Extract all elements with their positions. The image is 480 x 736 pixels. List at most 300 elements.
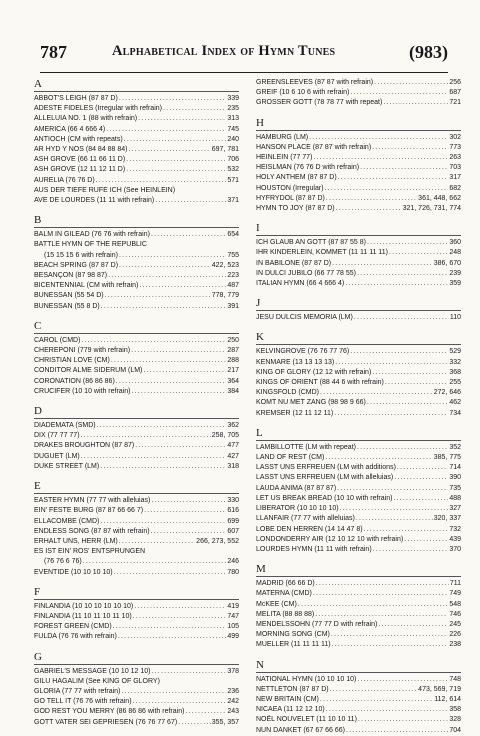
tune-name: KINGSFOLD (CMD) xyxy=(256,389,319,397)
dot-leader xyxy=(393,494,448,504)
dot-leader xyxy=(113,622,227,632)
dot-leader xyxy=(374,78,448,88)
hymn-numbers: 235 xyxy=(227,105,239,113)
index-entry xyxy=(34,421,239,431)
index-entry xyxy=(256,133,461,143)
index-entry xyxy=(34,377,239,387)
index-entry xyxy=(256,504,461,514)
tune-name: LASST UNS ERFREUEN (LM with additions) xyxy=(256,464,396,472)
tune-name: ALLELUIA NO. 1 (88 with refrain) xyxy=(34,115,138,123)
index-entry xyxy=(256,204,461,214)
dot-leader xyxy=(326,705,449,715)
index-entry xyxy=(34,557,239,567)
index-entry xyxy=(256,494,461,504)
index-entry xyxy=(256,589,461,599)
index-entry xyxy=(34,135,239,145)
tune-name: AUS DER TIEFE RUFE ICH (See HEINLEIN) xyxy=(34,186,176,194)
hymn-numbers: 226 xyxy=(449,631,461,639)
dot-leader xyxy=(106,125,226,135)
hymn-numbers: 250 xyxy=(227,336,239,344)
index-entry xyxy=(256,388,461,398)
dot-leader xyxy=(105,291,211,301)
dot-leader xyxy=(357,675,448,685)
index-entry xyxy=(256,463,461,473)
index-entry xyxy=(34,145,239,155)
dot-leader xyxy=(316,579,449,589)
dot-leader xyxy=(358,715,448,725)
tune-name: LONDONDERRY AIR (12 10 12 10 with refrain) xyxy=(256,535,404,543)
tune-name: ELLACOMBE (CMD) xyxy=(34,517,100,525)
index-entry xyxy=(256,78,461,88)
hymn-numbers: 473, 569, 719 xyxy=(418,685,461,693)
dot-leader xyxy=(330,685,418,695)
dot-leader xyxy=(81,336,226,346)
tune-name: IN DULCI JUBILO (66 77 78 55) xyxy=(256,269,356,277)
tune-name: BUNESSAN (55 54 D) xyxy=(34,292,104,300)
hymn-numbers: 706 xyxy=(227,156,239,164)
dot-leader xyxy=(346,726,448,736)
hymn-numbers: 427 xyxy=(227,452,239,460)
index-entry xyxy=(34,281,239,291)
section-letter: E xyxy=(34,480,41,493)
index-entry xyxy=(34,302,239,312)
dot-leader xyxy=(332,259,433,269)
tune-name: KELVINGROVE (76 76 77 76) xyxy=(256,348,350,356)
tune-name: HYMN TO JOY (87 87 D) xyxy=(256,205,335,213)
section-divider xyxy=(34,91,239,92)
tune-name: IN BABILONE (87 87 D) xyxy=(256,259,332,267)
tune-name: GO TELL IT (76 76 with refrain) xyxy=(34,698,132,706)
index-entry xyxy=(256,705,461,715)
index-entry xyxy=(256,378,461,388)
tune-name: ICH GLAUB AN GOTT (87 87 55 8) xyxy=(256,239,366,247)
hymn-numbers: 339 xyxy=(227,95,239,102)
hymn-numbers: 773 xyxy=(449,143,461,151)
hymn-numbers: 734 xyxy=(449,409,461,417)
index-entry xyxy=(34,697,239,707)
tune-name: HAMBURG (LM) xyxy=(256,133,309,141)
hymn-numbers: 236 xyxy=(227,687,239,695)
dot-leader xyxy=(397,463,448,473)
hymn-numbers: 749 xyxy=(449,590,461,598)
index-entry xyxy=(34,114,239,124)
hymn-numbers: 682 xyxy=(449,184,461,192)
tune-name: LAMBILLOTTE (LM with repeat) xyxy=(256,443,356,451)
index-entry xyxy=(34,271,239,281)
tune-name: (76 76 6 76) xyxy=(44,558,82,566)
dot-leader xyxy=(151,496,226,506)
index-entry xyxy=(256,600,461,610)
hymn-numbers: 439 xyxy=(449,535,461,543)
index-entry xyxy=(256,514,461,524)
dot-leader xyxy=(138,114,226,124)
tune-name: ASH GROVE (12 11 12 11 D) xyxy=(34,166,126,174)
dot-leader xyxy=(325,453,432,463)
dot-leader xyxy=(364,525,449,535)
hymn-numbers: 263 xyxy=(449,154,461,162)
index-entry xyxy=(256,640,461,650)
index-entry xyxy=(34,441,239,451)
index-entry xyxy=(34,568,239,578)
hymn-numbers: 462 xyxy=(449,399,461,407)
dot-leader xyxy=(315,610,448,620)
dot-leader xyxy=(309,133,448,143)
tune-name: HOUSTON (Irregular) xyxy=(256,184,324,192)
tune-name: CORONATION (86 86 86) xyxy=(34,377,115,385)
section-divider xyxy=(256,310,461,311)
tune-name: (15 15 15 6 with refrain) xyxy=(44,251,118,259)
dot-leader xyxy=(83,557,227,567)
index-entry xyxy=(34,496,239,506)
dot-leader xyxy=(151,527,227,537)
section-divider xyxy=(34,227,239,228)
dot-leader xyxy=(340,504,449,514)
dot-leader xyxy=(313,589,448,599)
dot-leader xyxy=(334,409,448,419)
section-letter: J xyxy=(256,297,261,310)
dot-leader xyxy=(111,356,226,366)
tune-name: NETTLETON (87 87 D) xyxy=(256,685,329,693)
index-entry xyxy=(256,143,461,153)
tune-name: DIX (77 77 77) xyxy=(34,432,80,440)
tune-name: HANSON PLACE (87 87 with refrain) xyxy=(256,143,372,151)
hymn-numbers: 488 xyxy=(449,494,461,502)
hymn-numbers: 778, 779 xyxy=(211,292,239,300)
tune-name: AR HYD Y NOS (84 84 88 84) xyxy=(34,146,128,154)
hymn-numbers: 390 xyxy=(449,474,461,482)
index-entry xyxy=(256,259,461,269)
index-entry xyxy=(256,194,461,204)
index-entry xyxy=(256,269,461,279)
section-letter: M xyxy=(256,563,266,576)
dot-leader xyxy=(144,506,226,516)
index-entry xyxy=(256,173,461,183)
dot-leader xyxy=(357,443,448,453)
dot-leader xyxy=(119,94,227,104)
section-divider xyxy=(256,235,461,236)
index-entry xyxy=(256,347,461,357)
dot-leader xyxy=(338,173,449,183)
index-entry xyxy=(34,94,239,104)
dot-leader xyxy=(298,600,448,610)
hymn-numbers: 317 xyxy=(449,174,461,182)
index-entry xyxy=(256,279,461,289)
index-entry xyxy=(34,387,239,397)
hymn-numbers: 384 xyxy=(227,387,239,395)
hymn-numbers: 239 xyxy=(449,269,461,277)
tune-name: MADRID (66 66 D) xyxy=(256,580,315,588)
tune-name: BEACH SPRING (87 87 D) xyxy=(34,261,119,269)
tune-name: BESANÇON (87 98 87) xyxy=(34,272,108,280)
dot-leader xyxy=(81,452,227,462)
tune-name: BUNESSAN (55 8 D) xyxy=(34,302,100,310)
hymn-numbers: 242 xyxy=(227,698,239,706)
dot-leader xyxy=(100,517,226,527)
hymn-numbers: 240 xyxy=(227,135,239,143)
hymn-numbers: 422, 523 xyxy=(211,261,239,269)
tune-name: McKEE (CM) xyxy=(256,600,297,608)
index-entry xyxy=(256,358,461,368)
tune-name: EVENTIDE (10 10 10 10) xyxy=(34,568,113,576)
index-entry xyxy=(256,313,461,323)
tune-name: ANTIOCH (CM with repeats) xyxy=(34,135,123,143)
index-entry xyxy=(34,125,239,135)
section-divider xyxy=(256,344,461,345)
tune-name: AURELIA (76 76 D) xyxy=(34,176,95,184)
index-entry xyxy=(256,443,461,453)
index-entry xyxy=(256,409,461,419)
hymn-numbers: 266, 273, 552 xyxy=(196,537,239,545)
hymn-numbers: 745 xyxy=(227,125,239,133)
tune-name: ABBOT'S LEIGH (87 87 D) xyxy=(34,95,118,102)
tune-name: CHRISTIAN LOVE (CM) xyxy=(34,357,110,365)
index-entry xyxy=(34,622,239,632)
tune-name: KOMT NU MET ZANG (98 98 9 66) xyxy=(256,399,366,407)
dot-leader xyxy=(354,313,449,323)
dot-leader xyxy=(389,248,448,258)
section-letter: A xyxy=(34,78,42,90)
tune-name: GILU HAGALIM (See KING OF GLORY) xyxy=(34,677,160,685)
index-entry xyxy=(34,356,239,366)
tune-name: GOD REST YOU MERRY (86 86 86 with refrain) xyxy=(34,708,185,716)
hymn-numbers: 419 xyxy=(227,602,239,610)
tune-name: MUELLER (11 11 11 11) xyxy=(256,641,331,649)
hymn-numbers: 780 xyxy=(227,568,239,576)
hymn-numbers: 654 xyxy=(227,231,239,239)
dot-leader xyxy=(325,184,449,194)
hymn-numbers: 223 xyxy=(227,272,239,280)
section-letter: K xyxy=(256,331,264,344)
hymn-numbers: 112, 614 xyxy=(434,695,461,703)
hymn-numbers: 607 xyxy=(227,527,239,535)
dot-leader xyxy=(350,88,448,98)
dot-leader xyxy=(151,230,226,240)
dot-leader xyxy=(118,632,226,642)
tune-name: LLANFAIR (77 77 with alleluias) xyxy=(256,515,355,523)
dot-leader xyxy=(133,697,227,707)
hymn-numbers: 217 xyxy=(227,367,239,375)
tune-name: NUN DANKET (67 67 66 66) xyxy=(256,726,345,734)
hymn-numbers: 616 xyxy=(227,507,239,515)
index-entry xyxy=(34,527,239,537)
index-entry xyxy=(34,547,239,557)
index-entry xyxy=(34,632,239,642)
dot-leader xyxy=(119,251,226,261)
hymn-numbers: 487 xyxy=(227,282,239,290)
dot-leader xyxy=(108,271,226,281)
hymn-numbers: 371 xyxy=(227,197,239,205)
section-divider xyxy=(256,440,461,441)
dot-leader xyxy=(101,302,227,312)
dot-leader xyxy=(320,695,433,705)
dot-leader xyxy=(313,153,448,163)
dot-leader xyxy=(372,368,448,378)
tune-name: MENDELSSOHN (77 77 D with refrain) xyxy=(256,620,378,628)
hymn-numbers: 711 xyxy=(449,580,461,588)
index-entry xyxy=(34,346,239,356)
index-entry xyxy=(34,677,239,687)
index-entry xyxy=(256,368,461,378)
dot-leader xyxy=(356,514,433,524)
tune-name: AVE DE LOURDES (11 11 with refrain) xyxy=(34,197,155,205)
hymn-number: (983) xyxy=(409,42,448,62)
index-column-left xyxy=(34,78,239,728)
tune-name: HYFRYDOL (87 87 D) xyxy=(256,194,325,202)
dot-leader xyxy=(378,620,448,630)
dot-leader xyxy=(320,388,433,398)
index-entry xyxy=(256,630,461,640)
index-entry xyxy=(34,230,239,240)
dot-leader xyxy=(331,630,448,640)
tune-name: GOTT VATER SEI GEPRIESEN (76 76 77 67) xyxy=(34,718,178,726)
dot-leader xyxy=(143,366,226,376)
hymn-numbers: 248 xyxy=(449,249,461,257)
hymn-numbers: 529 xyxy=(449,348,461,356)
section-divider xyxy=(256,672,461,673)
page-number: 787 xyxy=(40,42,67,62)
dot-leader xyxy=(336,204,402,214)
hymn-numbers: 358 xyxy=(449,706,461,714)
tune-name: AMERICA (66 4 666 4) xyxy=(34,125,106,133)
index-entry xyxy=(34,251,239,261)
index-entry xyxy=(34,718,239,728)
page-title: Alphabetical Index of Hymn Tunes xyxy=(112,43,336,59)
tune-name: NEW BRITAIN (CM) xyxy=(256,695,319,703)
hymn-numbers: 391 xyxy=(227,302,239,310)
dot-leader xyxy=(372,143,448,153)
tune-name: MORNING SONG (CM) xyxy=(256,631,330,639)
tune-name: DIADEMATA (SMD) xyxy=(34,422,96,430)
section-letter: B xyxy=(34,214,42,227)
hymn-numbers: 355, 357 xyxy=(211,718,239,726)
tune-name: BALM IN GILEAD (76 76 with refrain) xyxy=(34,231,150,239)
section-letter: C xyxy=(34,319,42,332)
tune-name: LIBERATOR (10 10 10 10) xyxy=(256,505,339,513)
section-letter: L xyxy=(256,426,263,439)
tune-name: HEISLMAN (76 76 D with refrain) xyxy=(256,164,360,172)
dot-leader xyxy=(97,421,227,431)
index-column-right xyxy=(256,78,461,736)
tune-name: DUKE STREET (LM) xyxy=(34,462,100,470)
hymn-numbers: 721 xyxy=(449,99,461,107)
tune-name: GREENSLEEVES (87 87 with refrain) xyxy=(256,79,374,86)
index-entry xyxy=(34,612,239,622)
hymn-numbers: 320, 337 xyxy=(433,515,461,523)
tune-name: KING OF GLORY (12 12 with refrain) xyxy=(256,368,372,376)
hymn-numbers: 732 xyxy=(449,525,461,533)
index-entry xyxy=(256,535,461,545)
index-entry xyxy=(34,667,239,677)
dot-leader xyxy=(152,667,227,677)
section-divider xyxy=(34,333,239,334)
dot-leader xyxy=(335,358,448,368)
tune-name: BATTLE HYMN OF THE REPUBLIC xyxy=(34,241,147,249)
index-entry xyxy=(34,517,239,527)
dot-leader xyxy=(133,612,227,622)
index-entry xyxy=(256,473,461,483)
section-letter: H xyxy=(256,116,264,129)
index-entry xyxy=(34,155,239,165)
dot-leader xyxy=(135,441,226,451)
hymn-numbers: 332 xyxy=(449,358,461,366)
dot-leader xyxy=(121,687,226,697)
tune-name: LAUDA ANIMA (87 87 87) xyxy=(256,484,337,492)
tune-name: FINLANDIA (10 10 10 10 10 10) xyxy=(34,602,134,610)
hymn-numbers: 287 xyxy=(227,347,239,355)
dot-leader xyxy=(131,387,226,397)
dot-leader xyxy=(373,545,449,555)
index-entry xyxy=(34,687,239,697)
index-entry xyxy=(256,98,461,108)
dot-leader xyxy=(357,269,448,279)
page-header xyxy=(40,40,448,73)
dot-leader xyxy=(178,718,211,728)
hymn-numbers: 687 xyxy=(449,89,461,97)
index-entry xyxy=(34,261,239,271)
hymn-numbers: 318 xyxy=(227,462,239,470)
dot-leader xyxy=(185,707,226,717)
dot-leader xyxy=(119,537,195,547)
index-entry xyxy=(256,398,461,408)
hymn-numbers: 243 xyxy=(227,708,239,716)
dot-leader xyxy=(337,484,448,494)
tune-name: NATIONAL HYMN (10 10 10 10) xyxy=(256,675,357,683)
index-entry xyxy=(256,715,461,725)
index-entry xyxy=(34,537,239,547)
index-entry xyxy=(34,462,239,472)
dot-leader xyxy=(383,98,448,108)
tune-name: CONDITOR ALME SIDERUM (LM) xyxy=(34,367,143,375)
tune-name: DUGUET (LM) xyxy=(34,452,80,460)
hymn-numbers: 246 xyxy=(227,558,239,566)
dot-leader xyxy=(332,640,449,650)
tune-name: MATERNA (CMD) xyxy=(256,590,312,598)
dot-leader xyxy=(116,377,227,387)
index-entry xyxy=(256,610,461,620)
tune-name: JESU DULCIS MEMORIA (LM) xyxy=(256,314,353,322)
index-entry xyxy=(256,525,461,535)
tune-name: KREMSER (12 11 12 11) xyxy=(256,409,334,417)
hymn-numbers: 571 xyxy=(227,176,239,184)
tune-name: KINGS OF ORIENT (88 44 6 with refrain) xyxy=(256,379,384,387)
hymn-numbers: 258, 705 xyxy=(211,432,239,440)
index-entry xyxy=(256,453,461,463)
index-entry xyxy=(256,726,461,736)
index-entry xyxy=(256,184,461,194)
section-letter: G xyxy=(34,650,42,663)
index-entry xyxy=(34,707,239,717)
hymn-numbers: 327 xyxy=(449,505,461,513)
hymn-numbers: 255 xyxy=(449,379,461,387)
dot-leader xyxy=(129,145,211,155)
section-divider xyxy=(34,418,239,419)
hymn-numbers: 302 xyxy=(449,133,461,141)
hymn-numbers: 288 xyxy=(227,357,239,365)
hymn-numbers: 714 xyxy=(449,464,461,472)
dot-leader xyxy=(367,398,448,408)
tune-name: HOLY ANTHEM (87 87 D) xyxy=(256,174,337,182)
hymn-numbers: 110 xyxy=(449,314,461,322)
hymn-numbers: 362 xyxy=(227,422,239,430)
dot-leader xyxy=(350,347,448,357)
tune-name: ERHALT UNS, HERR (LM) xyxy=(34,537,118,545)
hymn-numbers: 385, 775 xyxy=(433,454,461,462)
tune-name: LOBE DEN HERREN (14 14 47 8) xyxy=(256,525,363,533)
index-entry xyxy=(34,291,239,301)
tune-name: ENDLESS SONG (87 87 with refrain) xyxy=(34,527,150,535)
index-entry xyxy=(34,452,239,462)
dot-leader xyxy=(367,238,448,248)
